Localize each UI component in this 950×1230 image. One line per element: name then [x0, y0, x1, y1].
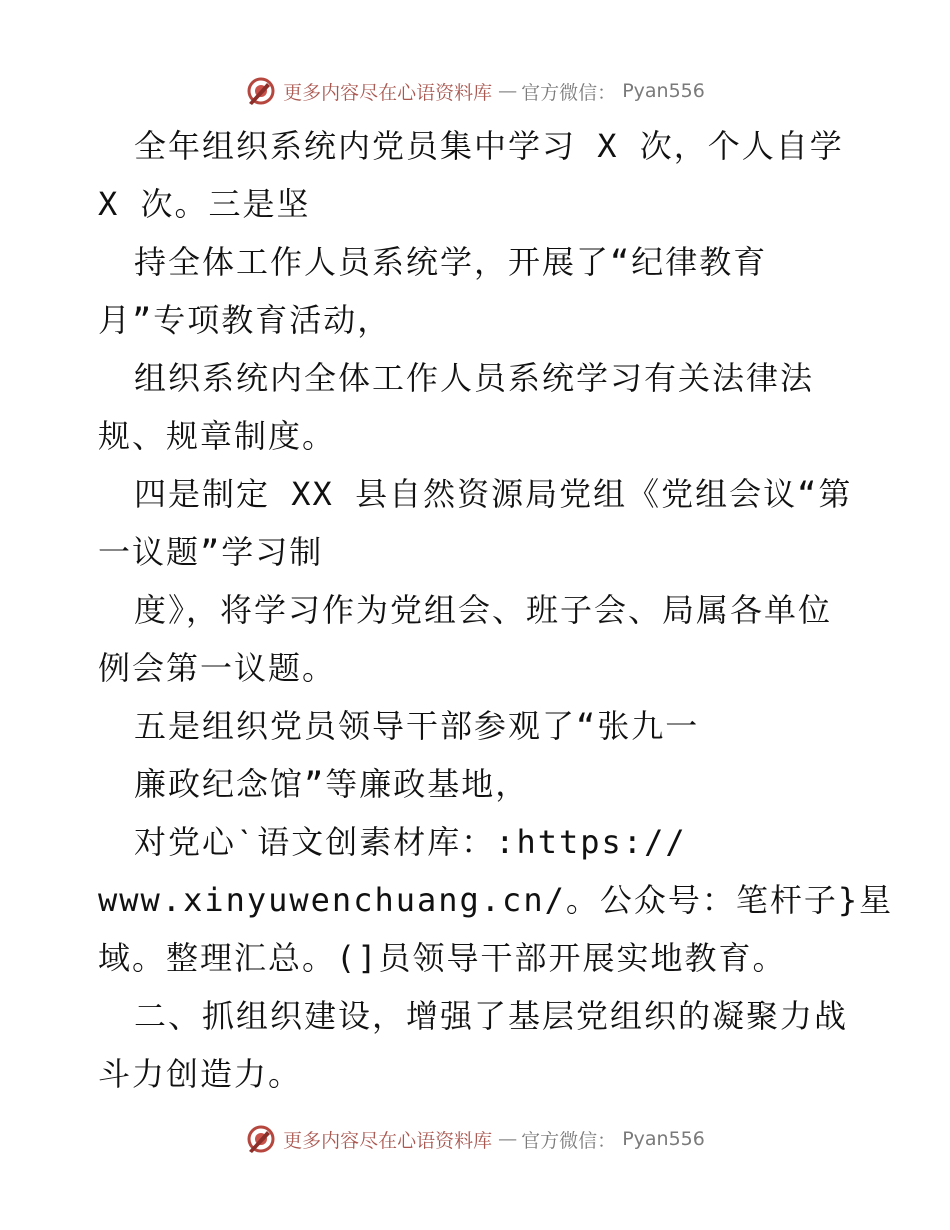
watermark-label: 官方微信： — [521, 81, 617, 104]
text-line: 规、规章制度。 — [98, 417, 337, 455]
text-line: 一议题”学习制 — [98, 533, 324, 571]
text-line: 组织系统内全体工作人员系统学习有关法律法 — [134, 359, 815, 397]
text-line: 持全体工作人员系统学，开展了“纪律教育 — [134, 243, 768, 281]
pen-logo-icon — [245, 75, 277, 107]
watermark-separator: — — [498, 80, 516, 102]
header-watermark — [0, 71, 950, 111]
text-line: 域。整理汇总。(]员领导干部开展实地教育。 — [98, 939, 787, 977]
watermark-text: 更多内容尽在心语资料库 — [283, 1129, 493, 1152]
text-line: www.xinyuwenchuang.cn/。公众号：笔杆子}星 — [98, 881, 894, 919]
footer-watermark — [0, 1119, 950, 1159]
watermark-label: 官方微信： — [521, 1129, 617, 1152]
text-line: 五是组织党员领导干部参观了“张九一 — [134, 707, 700, 745]
pen-logo-icon — [245, 1123, 277, 1155]
text-line: 四是制定 XX 县自然资源局党组《党组会议“第 — [134, 475, 853, 513]
text-line: 全年组织系统内党员集中学习 X 次，个人自学 — [134, 127, 844, 165]
text-line: 例会第一议题。 — [98, 649, 337, 687]
text-line: 斗力创造力。 — [98, 1055, 303, 1093]
text-line: 度》，将学习作为党组会、班子会、局属各单位 — [134, 591, 833, 629]
watermark-text: 更多内容尽在心语资料库 — [283, 81, 493, 104]
text-line: X 次。三是坚 — [98, 185, 311, 223]
watermark-account: Pyan556 — [622, 80, 705, 102]
watermark-separator: — — [498, 1128, 516, 1150]
text-line: 二、抓组织建设，增强了基层党组织的凝聚力战 — [134, 997, 849, 1035]
text-line: 廉政纪念馆”等廉政基地， — [134, 765, 530, 803]
text-line: 对党心ˋ语文创素材库：:https:// — [134, 823, 687, 861]
watermark-account: Pyan556 — [622, 1128, 705, 1150]
text-line: 月”专项教育活动， — [98, 301, 392, 339]
